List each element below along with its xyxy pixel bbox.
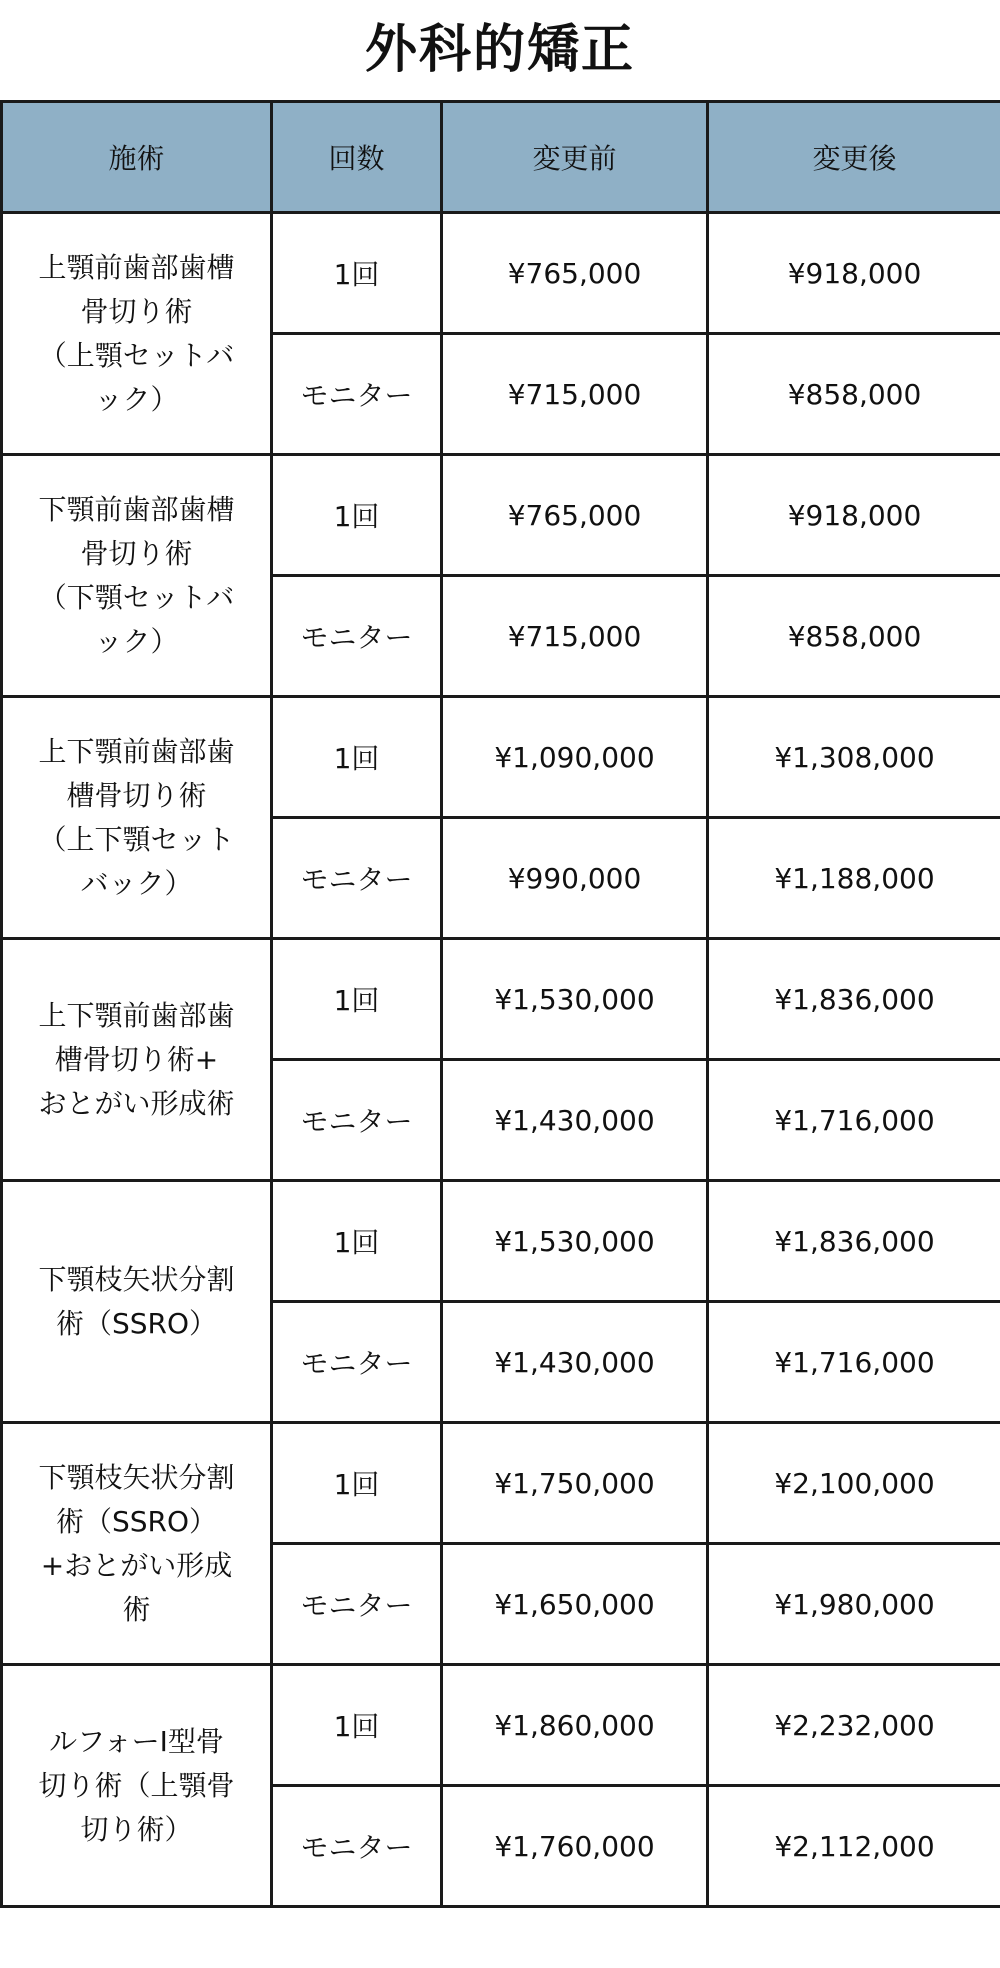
price-before-cell: ¥1,430,000	[442, 1060, 708, 1181]
table-row	[2, 939, 1000, 1060]
table-row	[2, 1665, 1000, 1786]
price-before-cell: ¥715,000	[442, 334, 708, 455]
count-cell: モニター	[272, 1544, 442, 1665]
procedure-cell: 下顎前歯部歯槽 骨切り術 （下顎セットバ ック）	[2, 455, 272, 697]
price-before-cell: ¥715,000	[442, 576, 708, 697]
price-before-cell: ¥1,760,000	[442, 1786, 708, 1907]
count-cell: 1回	[272, 1665, 442, 1786]
count-cell: モニター	[272, 1302, 442, 1423]
price-after-cell: ¥918,000	[708, 455, 1000, 576]
count-cell: 1回	[272, 1423, 442, 1544]
price-after-cell: ¥858,000	[708, 576, 1000, 697]
count-cell: 1回	[272, 697, 442, 818]
price-before-cell: ¥1,530,000	[442, 939, 708, 1060]
table-header-row	[2, 102, 1000, 213]
count-cell: モニター	[272, 1786, 442, 1907]
price-after-cell: ¥1,188,000	[708, 818, 1000, 939]
price-before-cell: ¥765,000	[442, 455, 708, 576]
header-count: 回数	[272, 102, 442, 213]
count-cell: 1回	[272, 213, 442, 334]
price-before-cell: ¥1,860,000	[442, 1665, 708, 1786]
header-after: 変更後	[708, 102, 1000, 213]
price-before-cell: ¥1,650,000	[442, 1544, 708, 1665]
procedure-cell: 上顎前歯部歯槽 骨切り術 （上顎セットバ ック）	[2, 213, 272, 455]
table-row	[2, 697, 1000, 818]
count-cell: モニター	[272, 334, 442, 455]
count-cell: モニター	[272, 1060, 442, 1181]
price-after-cell: ¥1,716,000	[708, 1302, 1000, 1423]
price-after-cell: ¥1,716,000	[708, 1060, 1000, 1181]
table-row	[2, 455, 1000, 576]
price-after-cell: ¥858,000	[708, 334, 1000, 455]
price-after-cell: ¥1,836,000	[708, 1181, 1000, 1302]
header-before: 変更前	[442, 102, 708, 213]
table-row	[2, 213, 1000, 334]
procedure-cell: 下顎枝矢状分割 術（SSRO） +おとがい形成 術	[2, 1423, 272, 1665]
price-table	[0, 100, 1000, 1908]
procedure-cell: 上下顎前歯部歯 槽骨切り術+ おとがい形成術	[2, 939, 272, 1181]
procedure-cell: 下顎枝矢状分割 術（SSRO）	[2, 1181, 272, 1423]
table-row	[2, 1423, 1000, 1544]
procedure-cell: 上下顎前歯部歯 槽骨切り術 （上下顎セット バック）	[2, 697, 272, 939]
price-before-cell: ¥1,750,000	[442, 1423, 708, 1544]
price-after-cell: ¥1,836,000	[708, 939, 1000, 1060]
price-before-cell: ¥1,430,000	[442, 1302, 708, 1423]
price-after-cell: ¥918,000	[708, 213, 1000, 334]
price-after-cell: ¥2,100,000	[708, 1423, 1000, 1544]
price-before-cell: ¥765,000	[442, 213, 708, 334]
price-after-cell: ¥1,308,000	[708, 697, 1000, 818]
count-cell: 1回	[272, 1181, 442, 1302]
page-title: 外科的矯正	[364, 20, 635, 80]
price-before-cell: ¥1,530,000	[442, 1181, 708, 1302]
price-after-cell: ¥1,980,000	[708, 1544, 1000, 1665]
price-before-cell: ¥1,090,000	[442, 697, 708, 818]
header-procedure: 施術	[2, 102, 272, 213]
price-after-cell: ¥2,232,000	[708, 1665, 1000, 1786]
procedure-cell: ルフォーⅠ型骨 切り術（上顎骨 切り術）	[2, 1665, 272, 1907]
count-cell: モニター	[272, 818, 442, 939]
price-before-cell: ¥990,000	[442, 818, 708, 939]
price-after-cell: ¥2,112,000	[708, 1786, 1000, 1907]
table-row	[2, 1181, 1000, 1302]
count-cell: 1回	[272, 455, 442, 576]
count-cell: 1回	[272, 939, 442, 1060]
count-cell: モニター	[272, 576, 442, 697]
